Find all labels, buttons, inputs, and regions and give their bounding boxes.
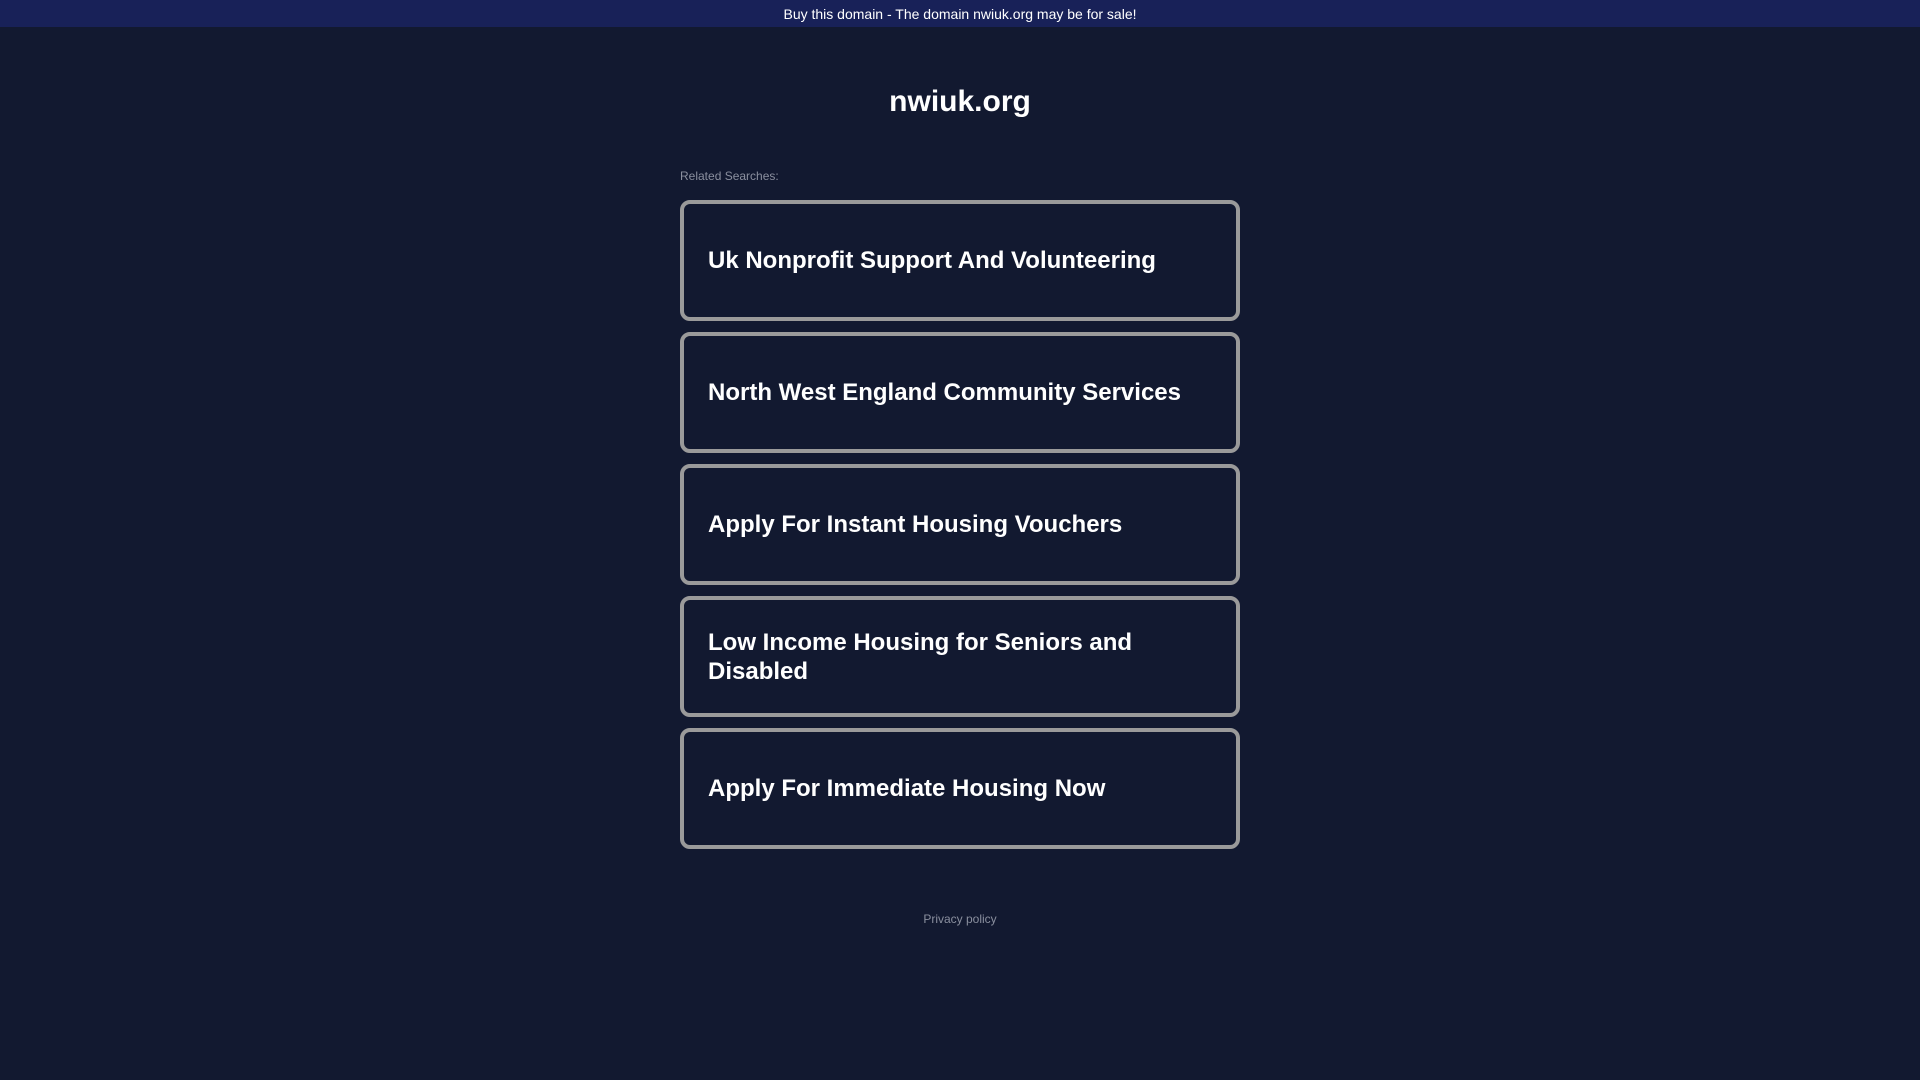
- domain-sale-banner[interactable]: [0, 0, 1920, 27]
- related-search-link[interactable]: [680, 332, 1240, 453]
- related-searches-label: Related Searches:: [680, 169, 779, 183]
- related-search-label: Apply For Instant Housing Vouchers: [708, 511, 1123, 538]
- related-search-link[interactable]: [680, 200, 1240, 321]
- footer: [0, 912, 1920, 926]
- related-search-label: Apply For Immediate Housing Now: [708, 775, 1106, 802]
- related-search-label: North West England Community Services: [708, 379, 1181, 406]
- privacy-policy-link[interactable]: Privacy policy: [923, 912, 997, 926]
- domain-sale-banner-text: Buy this domain - The domain nwiuk.org may be for sale!: [783, 5, 1137, 22]
- related-search-label: Uk Nonprofit Support And Volunteering: [708, 247, 1156, 274]
- related-search-label: Low Income Housing for Seniors and Disabled: [708, 628, 1133, 685]
- related-searches-list: [680, 200, 1240, 860]
- related-search-link[interactable]: [680, 728, 1240, 849]
- related-search-link[interactable]: [680, 596, 1240, 717]
- page-title: nwiuk.org: [889, 85, 1031, 118]
- related-search-link[interactable]: [680, 464, 1240, 585]
